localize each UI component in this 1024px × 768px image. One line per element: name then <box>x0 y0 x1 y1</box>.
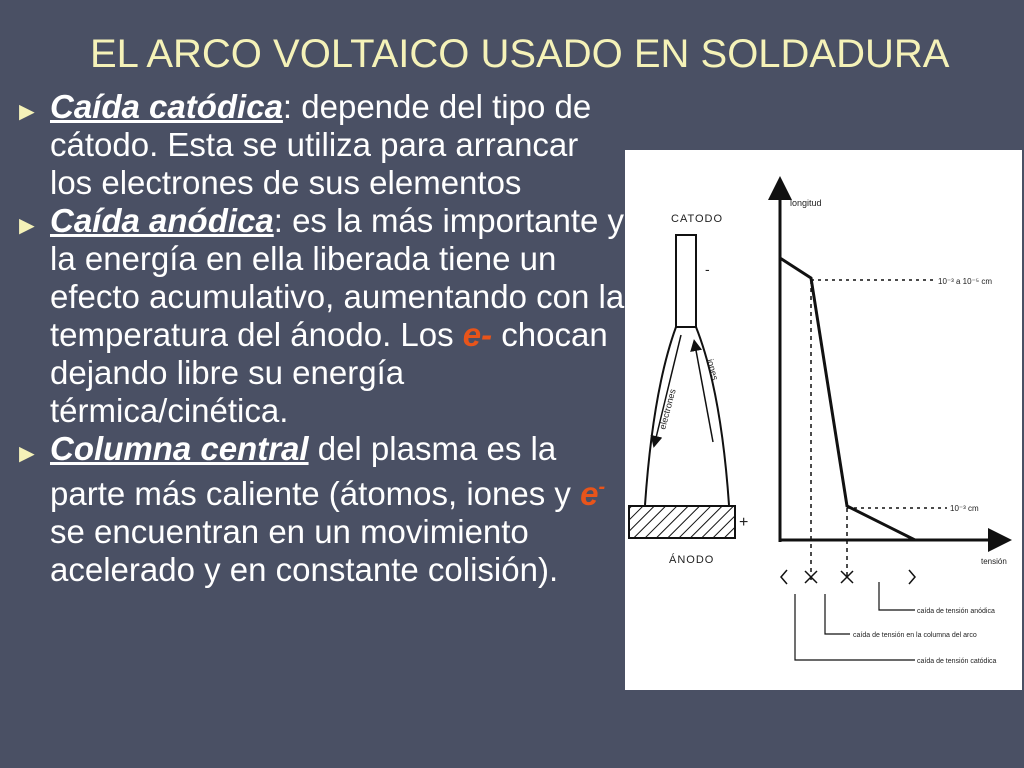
anode-plate <box>629 506 735 538</box>
bullet-text: se encuentran en un movimiento acelerado y en constante colisión). <box>50 513 559 588</box>
drop-interval-marks <box>781 570 915 584</box>
ions-label: iones <box>705 357 721 382</box>
bullet-text: del plasma es la parte más caliente (átomos, iones y <box>50 430 581 512</box>
length-axis-label: longitud <box>790 198 822 208</box>
cathode-electrode <box>676 235 696 327</box>
anode-plus-sign: + <box>739 514 749 531</box>
cathode-minus-sign: - <box>705 261 710 277</box>
voltage-drop-curve <box>780 258 915 540</box>
arc-diagram-svg <box>625 150 1022 690</box>
electron-symbol: e- <box>462 316 493 353</box>
bullet-arrow-icon: ► <box>14 438 40 468</box>
slide-title: EL ARCO VOLTAICO USADO EN SOLDADURA <box>90 32 950 76</box>
legend-cathodic: caída de tensión catódica <box>917 658 997 665</box>
bullet-text: : es la más importante y la energía en ella liberada tiene un efecto acumulativo, aumentando con la temperatura del ánodo. Los <box>50 202 625 353</box>
bullet-term: Columna central <box>50 430 309 467</box>
arc-diagram <box>625 150 1022 690</box>
arc-outline-right <box>696 327 729 505</box>
bullet-list <box>14 88 626 589</box>
bullet-arrow-icon: ► <box>14 210 40 240</box>
bullet-text: chocan dejando libre su energía térmica/cinética. <box>50 316 608 429</box>
legend-column: caída de tensión en la columna del arco <box>853 632 977 639</box>
legend-bracket-lines <box>795 582 915 660</box>
bullet-text: : depende del tipo de cátodo. Esta se utiliza para arrancar los electrones de sus elementos <box>50 88 592 201</box>
catodo-label: CATODO <box>671 213 724 225</box>
bullet-item <box>14 202 626 430</box>
anodo-label: ÁNODO <box>669 554 715 566</box>
cathode-zone-range: 10⁻³ a 10⁻⁵ cm <box>938 277 993 286</box>
bullet-term: Caída catódica <box>50 88 283 125</box>
electron-charge: - <box>598 476 606 498</box>
bullet-arrow-icon: ► <box>14 96 40 126</box>
bullet-item <box>14 430 626 589</box>
anode-zone-range: 10⁻³ cm <box>950 504 979 513</box>
legend-anodic: caída de tensión anódica <box>917 608 995 615</box>
voltage-axis-label: tensión <box>981 557 1007 566</box>
bullet-term: Caída anódica <box>50 202 274 239</box>
electron-symbol: e <box>580 475 599 512</box>
bullet-item <box>14 88 626 202</box>
electrons-label: electrones <box>657 387 678 431</box>
